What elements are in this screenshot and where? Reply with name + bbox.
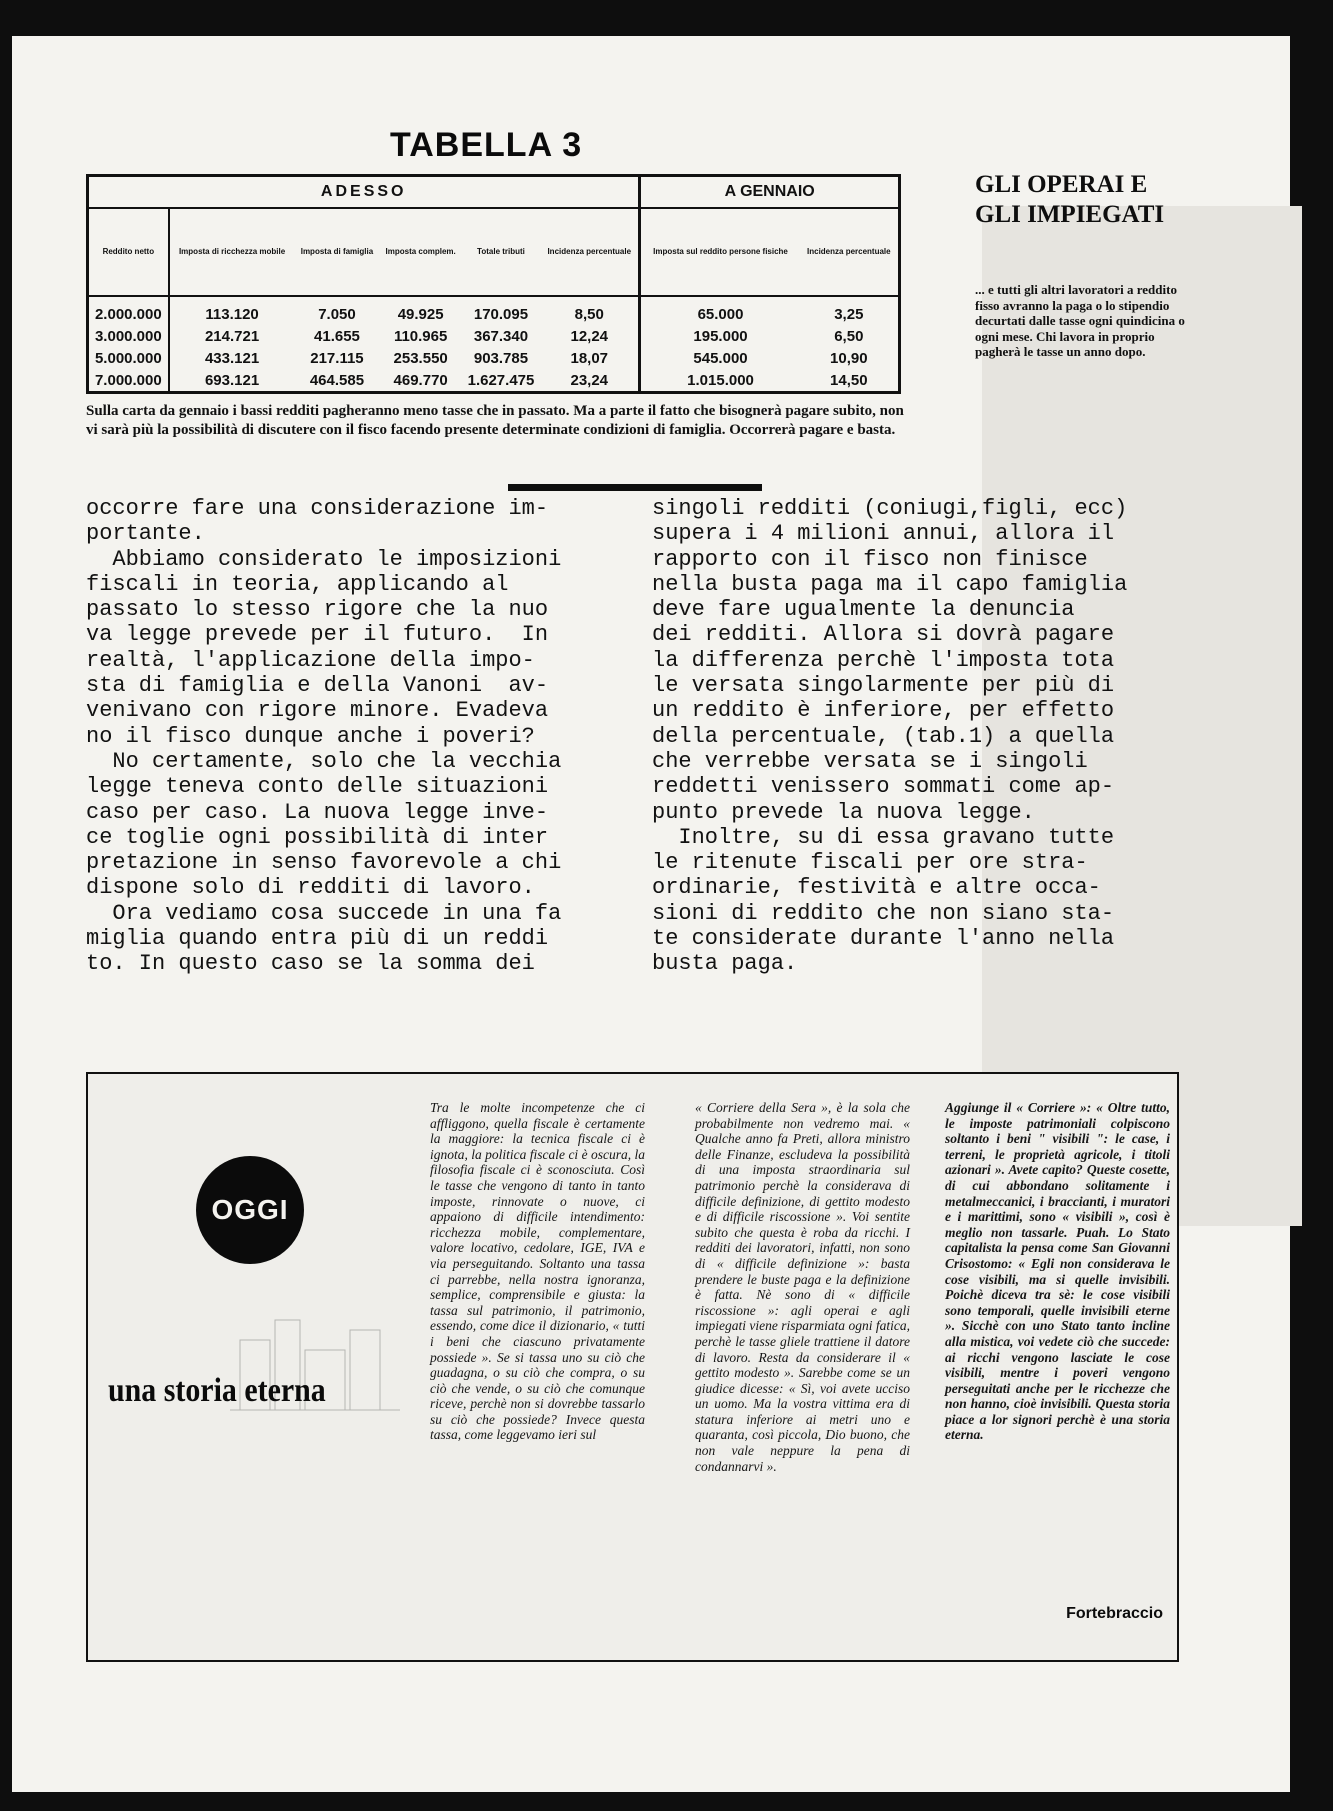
- clipping-byline: Fortebraccio: [1066, 1605, 1163, 1622]
- group-january: A GENNAIO: [640, 176, 900, 209]
- table-cell: 217.115: [310, 349, 364, 367]
- table-cell: 214.721: [204, 327, 260, 345]
- clipping-column-3-text: Aggiunge il « Corriere »: « Oltre tutto, le imposte patrimoniali colpiscono soltanto i beni " visibili ": le case, i terreni, le proprietà agricole, i titoli azionari ». Avete capito? Queste cosette, di cui abbondano solitamente i metalmeccanici, i braccianti, i muratori e i marittimi, sono « visibili », così è meglio non tassarle. Puah. Lo Stato capitalista la pensa come San Giovanni Crisostomo: « Egli non considerava le cose visibili, ma si quelle invisibili. Poichè diceva tra sè: le cose visibili sono temporali, quelle invisibili eterne ». Sicchè con uno Stato tanto incline alla mistica, voi vedete ciò che succede: ai ricchi vengono lasciate le cose visibili, mentre i poveri vengono perseguitati anche per le ricchezze che non hanno, cioè invisibili. Questa storia piace a lor signori perchè è una storia eterna.: [945, 1100, 1170, 1443]
- sidebar-text: ... e tutti gli altri lavoratori a reddito fisso avranno la paga o lo stipendio decurtati dalle tasse ogni quindicina o ogni mese. Chi lavora in proprio pagherà le tasse un anno dopo.: [975, 282, 1185, 359]
- table-cell: 8,50: [574, 305, 604, 323]
- table-cell: 1.627.475: [467, 371, 535, 389]
- column-header: Imposta di ricchezza mobile: [169, 208, 295, 296]
- column-header: Incidenza percentuale: [540, 208, 640, 296]
- table-group-header: [88, 176, 900, 209]
- table-cell: 433.121: [204, 349, 260, 367]
- table-body: [88, 296, 900, 393]
- table-cell: 5.000.000: [88, 347, 169, 369]
- group-now: ADESSO: [88, 176, 640, 209]
- table-cell: 113.120: [205, 305, 259, 323]
- article-right-column: singoli redditi (coniugi,figli, ecc) supera i 4 milioni annui, allora il rapporto con il fisco non finisce nella busta paga ma il capo famiglia deve fare ugualmente la denuncia dei redditi. Allora si dovrà pagare la differenza perchè l'imposta tota le versata singolarmente per più di un reddito è inferiore, per effetto della percentuale, (tab.1) a quella che verrebbe versata se i singoli reddetti venissero sommati come ap- punto prevede la nuova legge. Inoltre, su di essa gravano tutte le ritenute fiscali per ore stra- ordinarie, festività e altre occa- sioni di reddito che non siano sta- te considerate durante l'anno nella busta paga.: [652, 496, 1128, 977]
- table-cell: 2.000.000: [88, 296, 169, 325]
- table-cell: 693.121: [204, 371, 260, 389]
- table-caption: Sulla carta da gennaio i bassi redditi pagheranno meno tasse che in passato. Ma a parte il fatto che bisognerà pagare subito, non vi sarà più la possibilità di discutere con il fisco facendo presente determinate condizioni di famiglia. Occorrerà pagare e basta.: [86, 403, 904, 438]
- table-cell: 18,07: [570, 349, 609, 367]
- clipping-column-1: Tra le molte incompetenze che ci affliggono, quella fiscale è certamente la maggiore: la tecnica fiscale ci è ignota, la politica fiscale ci è oscura, la filosofia fiscale ci è sconosciuta. Così le tasse che vengono di tanto in tanto imposte, rinnovate o nuove, ci appaiono di difficile intendimento: ricchezza mobile, complementare, valore locativo, cedolare, IGE, IVA e via perseguitando. Soltanto una tassa ci parrebbe, nella nostra ignoranza, semplice, comprensibile e giusta: la tassa sul patrimonio, il patrimonio, essendo, come dice il dizionario, « tutti i beni che ciascuno privatamente possiede ». Se si tassa uno su ciò che guadagna, o su ciò che compra, o su ciò che vende, o su ciò che comunque riceve, perchè non si dovrebbe tassarlo su ciò che possiede? Invece questa tassa, come leggevamo ieri sul: [430, 1100, 645, 1443]
- table-column-header: [88, 208, 900, 296]
- table-cell: 65.000: [640, 296, 800, 325]
- table-cell: 41.655: [314, 327, 360, 345]
- table-cell: 545.000: [640, 347, 800, 369]
- table-row: [88, 347, 900, 369]
- table-row: [88, 296, 900, 325]
- column-header: Reddito netto: [88, 208, 169, 296]
- sidebar-heading: GLI OPERAI E GLI IMPIEGATI: [975, 171, 1165, 228]
- table-cell: 367.340: [473, 327, 529, 345]
- column-header: Imposta complem.: [379, 208, 461, 296]
- section-divider: [508, 484, 762, 491]
- column-header: Imposta sul reddito persone fisiche: [640, 208, 800, 296]
- table-cell: 6,50: [834, 327, 864, 345]
- table-cell: 3,25: [834, 305, 864, 323]
- table-cell: 110.965: [393, 327, 448, 345]
- table-cell: 1.015.000: [640, 369, 800, 393]
- table-cell: 903.785: [473, 349, 529, 367]
- clipping-headline: una storia eterna: [108, 1372, 326, 1409]
- table-cell: 49.925: [397, 305, 444, 323]
- tax-table: [86, 174, 901, 394]
- oggi-logo: OGGI: [196, 1156, 304, 1264]
- column-header: Totale tributi: [462, 208, 540, 296]
- table-cell: 14,50: [830, 371, 868, 389]
- table-cell: 3.000.000: [88, 325, 169, 347]
- table-row: [88, 369, 900, 393]
- table-cell: 464.585: [309, 371, 365, 389]
- table-title: TABELLA 3: [390, 126, 583, 164]
- table-cell: 195.000: [640, 325, 800, 347]
- article-left-column: occorre fare una considerazione im- portante. Abbiamo considerato le imposizioni fiscali in teoria, applicando al passato lo stesso rigore che la nuo va legge prevede per il futuro. In realtà, l'applicazione della impo- sta di famiglia e della Vanoni av- venivano con rigore minore. Evadeva no il fisco dunque anche i poveri? No certamente, solo che la vecchia legge teneva conto delle situazioni caso per caso. La nuova legge inve- ce toglie ogni possibilità di inter pretazione in senso favorevole a chi dispone solo di redditi di lavoro. Ora vediamo cosa succede in una fa miglia quando entra più di un reddi to. In questo caso se la somma dei: [86, 496, 562, 977]
- table-cell: 12,24: [570, 327, 609, 345]
- table-row: [88, 325, 900, 347]
- table-cell: 253.550: [393, 349, 448, 367]
- table-cell: 7.000.000: [88, 369, 169, 393]
- column-header: Imposta di famiglia: [294, 208, 379, 296]
- clipping-column-2: « Corriere della Sera », è la sola che probabilmente non vedremo mai. « Qualche anno fa Preti, allora ministro delle Finanze, escludeva la possibilità di una imposta straordinaria sul patrimonio perchè la considerava di difficile definizione, di gettito modesto e di difficile riscossione ». Voi sentite subito che questa è roba da ricchi. I redditi dei lavoratori, infatti, non sono di « difficile definizione »: basta prendere le buste paga e la definizione è fatta. Nè sono di « difficile riscossione »: agli operai e agli impiegati viene risparmiata ogni fatica, perchè le tasse gliele trattiene il datore di lavoro. Resta da considerare il « gettito modesto ». Sarebbe come se un giudice dicesse: « Sì, voi avete ucciso un uomo. Ma la vostra vittima era di statura inferiore ai metri uno e quaranta, così piccola, Dio buono, che non vale neppure la pena di condannarvi ».: [695, 1100, 910, 1474]
- column-header: Incidenza percentuale: [800, 208, 900, 296]
- table-cell: 170.095: [473, 305, 529, 323]
- table-cell: 23,24: [570, 371, 609, 389]
- table-cell: 10,90: [830, 349, 868, 367]
- table-cell: 469.770: [393, 371, 448, 389]
- clipping-column-3: [945, 1100, 1170, 1443]
- table-cell: 7.050: [318, 305, 356, 323]
